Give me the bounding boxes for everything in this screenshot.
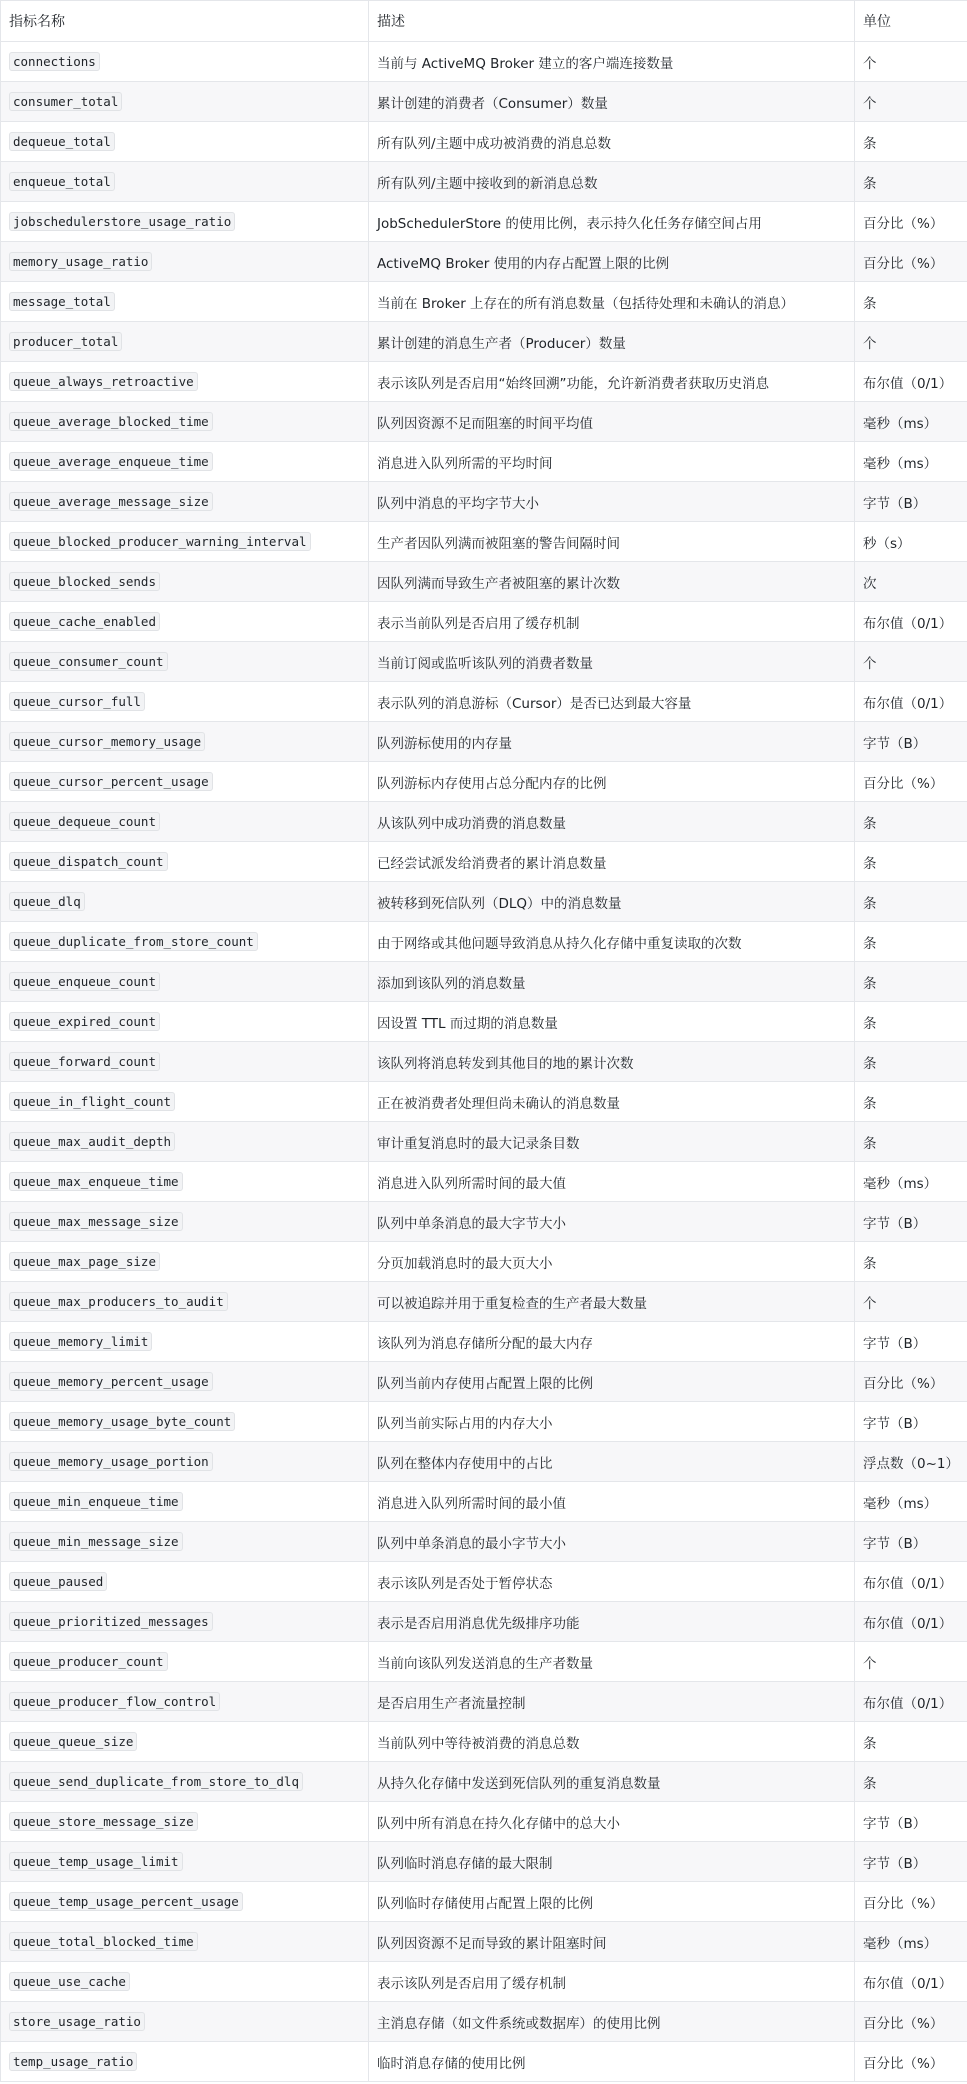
metric-name: message_total — [9, 292, 115, 311]
metric-unit: 字节（B） — [855, 1802, 967, 1842]
table-row — [1, 522, 967, 562]
table-row — [1, 1682, 967, 1722]
metric-name: queue_duplicate_from_store_count — [9, 932, 258, 951]
metric-name-cell — [1, 1922, 369, 1962]
table-row — [1, 1082, 967, 1122]
metric-name: queue_consumer_count — [9, 652, 168, 671]
metric-name: queue_average_enqueue_time — [9, 452, 213, 471]
table-row — [1, 1442, 967, 1482]
table-row — [1, 1122, 967, 1162]
metric-unit: 百分比（%） — [855, 202, 967, 242]
metric-name-cell — [1, 2042, 369, 2082]
metric-name: memory_usage_ratio — [9, 252, 152, 271]
metric-description: 队列中消息的平均字节大小 — [369, 482, 855, 522]
metric-unit: 布尔值（0/1） — [855, 682, 967, 722]
metric-description: 该队列为消息存储所分配的最大内存 — [369, 1322, 855, 1362]
metric-description: 累计创建的消息生产者（Producer）数量 — [369, 322, 855, 362]
table-row — [1, 1842, 967, 1882]
metric-description: 当前队列中等待被消费的消息总数 — [369, 1722, 855, 1762]
table-row — [1, 402, 967, 442]
metric-description: 当前订阅或监听该队列的消费者数量 — [369, 642, 855, 682]
metric-description: 表示该队列是否处于暂停状态 — [369, 1562, 855, 1602]
metric-description: 审计重复消息时的最大记录条目数 — [369, 1122, 855, 1162]
metric-name-cell — [1, 1242, 369, 1282]
metric-description: 是否启用生产者流量控制 — [369, 1682, 855, 1722]
metric-name-cell — [1, 922, 369, 962]
table-row — [1, 1642, 967, 1682]
metric-name: temp_usage_ratio — [9, 2052, 137, 2071]
table-row — [1, 1762, 967, 1802]
metric-description: 队列临时存储使用占配置上限的比例 — [369, 1882, 855, 1922]
table-row — [1, 762, 967, 802]
metric-unit: 字节（B） — [855, 1402, 967, 1442]
table-row — [1, 882, 967, 922]
table-row — [1, 602, 967, 642]
metric-name: consumer_total — [9, 92, 122, 111]
metric-description: 当前与 ActiveMQ Broker 建立的客户端连接数量 — [369, 42, 855, 82]
table-row — [1, 922, 967, 962]
table-row — [1, 482, 967, 522]
table-row — [1, 2042, 967, 2082]
table-row — [1, 1922, 967, 1962]
metric-name-cell — [1, 1962, 369, 2002]
metric-description: 生产者因队列满而被阻塞的警告间隔时间 — [369, 522, 855, 562]
metric-name-cell — [1, 1002, 369, 1042]
metric-name-cell — [1, 602, 369, 642]
metric-name: queue_temp_usage_percent_usage — [9, 1892, 243, 1911]
metric-description: 因队列满而导致生产者被阻塞的累计次数 — [369, 562, 855, 602]
table-row — [1, 1802, 967, 1842]
metric-name-cell — [1, 242, 369, 282]
metric-description: 队列游标使用的内存量 — [369, 722, 855, 762]
metric-unit: 条 — [855, 922, 967, 962]
metric-name-cell — [1, 202, 369, 242]
metric-name: queue_min_message_size — [9, 1532, 183, 1551]
metric-unit: 条 — [855, 1042, 967, 1082]
metric-description: 表示队列的消息游标（Cursor）是否已达到最大容量 — [369, 682, 855, 722]
metric-name-cell — [1, 722, 369, 762]
metric-description: JobSchedulerStore 的使用比例，表示持久化任务存储空间占用 — [369, 202, 855, 242]
table-row — [1, 442, 967, 482]
metric-name: queue_max_producers_to_audit — [9, 1292, 228, 1311]
metric-name-cell — [1, 1522, 369, 1562]
table-row — [1, 1562, 967, 1602]
metric-name-cell — [1, 1082, 369, 1122]
metric-name-cell — [1, 562, 369, 602]
metric-unit: 条 — [855, 1722, 967, 1762]
metric-description: 队列因资源不足而导致的累计阻塞时间 — [369, 1922, 855, 1962]
table-row — [1, 842, 967, 882]
metric-name-cell — [1, 522, 369, 562]
table-row — [1, 1362, 967, 1402]
metric-description: 该队列将消息转发到其他目的地的累计次数 — [369, 1042, 855, 1082]
table-row — [1, 202, 967, 242]
metric-unit: 个 — [855, 42, 967, 82]
metric-name: queue_always_retroactive — [9, 372, 198, 391]
table-row — [1, 1722, 967, 1762]
table-row — [1, 1002, 967, 1042]
metric-unit: 条 — [855, 1122, 967, 1162]
metric-unit: 字节（B） — [855, 1522, 967, 1562]
metric-unit: 字节（B） — [855, 1322, 967, 1362]
metric-description: 从持久化存储中发送到死信队列的重复消息数量 — [369, 1762, 855, 1802]
metric-description: 已经尝试派发给消费者的累计消息数量 — [369, 842, 855, 882]
metric-description: 表示当前队列是否启用了缓存机制 — [369, 602, 855, 642]
metric-description: 所有队列/主题中成功被消费的消息总数 — [369, 122, 855, 162]
metric-name-cell — [1, 1842, 369, 1882]
metric-unit: 毫秒（ms） — [855, 1162, 967, 1202]
table-row — [1, 802, 967, 842]
metric-name: queue_dispatch_count — [9, 852, 168, 871]
metric-name: queue_memory_limit — [9, 1332, 152, 1351]
metric-name: queue_dlq — [9, 892, 85, 911]
metric-name-cell — [1, 482, 369, 522]
metric-name: queue_temp_usage_limit — [9, 1852, 183, 1871]
metric-description: 因设置 TTL 而过期的消息数量 — [369, 1002, 855, 1042]
table-row — [1, 1042, 967, 1082]
metric-unit: 条 — [855, 802, 967, 842]
metric-unit: 条 — [855, 1002, 967, 1042]
metric-name-cell — [1, 1322, 369, 1362]
metric-name: queue_use_cache — [9, 1972, 130, 1991]
metric-name-cell — [1, 362, 369, 402]
metric-unit: 布尔值（0/1） — [855, 1562, 967, 1602]
metric-name: queue_blocked_producer_warning_interval — [9, 532, 311, 551]
metric-unit: 百分比（%） — [855, 762, 967, 802]
metric-unit: 毫秒（ms） — [855, 442, 967, 482]
metric-name-cell — [1, 1402, 369, 1442]
table-row — [1, 1242, 967, 1282]
metric-description: 表示该队列是否启用了缓存机制 — [369, 1962, 855, 2002]
metric-unit: 个 — [855, 1282, 967, 1322]
table-row — [1, 1522, 967, 1562]
metric-name-cell — [1, 642, 369, 682]
metric-description: 被转移到死信队列（DLQ）中的消息数量 — [369, 882, 855, 922]
table-row — [1, 682, 967, 722]
metric-name-cell — [1, 1882, 369, 1922]
metric-description: 队列中单条消息的最大字节大小 — [369, 1202, 855, 1242]
table-row — [1, 2002, 967, 2042]
table-row — [1, 1322, 967, 1362]
metric-unit: 字节（B） — [855, 482, 967, 522]
metric-unit: 个 — [855, 82, 967, 122]
metric-name: queue_forward_count — [9, 1052, 160, 1071]
metric-name-cell — [1, 1722, 369, 1762]
metric-name-cell — [1, 842, 369, 882]
metric-unit: 条 — [855, 962, 967, 1002]
table-row — [1, 362, 967, 402]
metric-name: jobschedulerstore_usage_ratio — [9, 212, 235, 231]
metric-description: 当前在 Broker 上存在的所有消息数量（包括待处理和未确认的消息） — [369, 282, 855, 322]
table-row — [1, 962, 967, 1002]
metric-unit: 个 — [855, 322, 967, 362]
metric-name-cell — [1, 1642, 369, 1682]
table-row — [1, 642, 967, 682]
table-row — [1, 1482, 967, 1522]
metric-unit: 字节（B） — [855, 1842, 967, 1882]
metric-name: queue_cursor_percent_usage — [9, 772, 213, 791]
metric-name: queue_store_message_size — [9, 1812, 198, 1831]
metric-description: 消息进入队列所需的平均时间 — [369, 442, 855, 482]
table-row — [1, 1962, 967, 2002]
metric-unit: 毫秒（ms） — [855, 1922, 967, 1962]
metric-name: producer_total — [9, 332, 122, 351]
metric-description: 队列游标内存使用占总分配内存的比例 — [369, 762, 855, 802]
metric-description: 队列中所有消息在持久化存储中的总大小 — [369, 1802, 855, 1842]
metric-description: 可以被追踪并用于重复检查的生产者最大数量 — [369, 1282, 855, 1322]
table-row — [1, 1602, 967, 1642]
table-row — [1, 242, 967, 282]
metric-name: queue_enqueue_count — [9, 972, 160, 991]
metric-name-cell — [1, 1282, 369, 1322]
table-row — [1, 1402, 967, 1442]
metric-name: queue_blocked_sends — [9, 572, 160, 591]
metric-unit: 毫秒（ms） — [855, 1482, 967, 1522]
metric-name: dequeue_total — [9, 132, 115, 151]
metric-unit: 浮点数（0~1） — [855, 1442, 967, 1482]
metric-name: queue_max_message_size — [9, 1212, 183, 1231]
table-row — [1, 82, 967, 122]
table-row — [1, 1162, 967, 1202]
metric-description: 所有队列/主题中接收到的新消息总数 — [369, 162, 855, 202]
table-row — [1, 562, 967, 602]
metric-name: queue_prioritized_messages — [9, 1612, 213, 1631]
metric-unit: 毫秒（ms） — [855, 402, 967, 442]
metric-description: 队列临时消息存储的最大限制 — [369, 1842, 855, 1882]
metric-name-cell — [1, 1482, 369, 1522]
metric-name: queue_average_blocked_time — [9, 412, 213, 431]
metric-unit: 布尔值（0/1） — [855, 1682, 967, 1722]
metric-name-cell — [1, 1202, 369, 1242]
metric-description: 消息进入队列所需时间的最大值 — [369, 1162, 855, 1202]
metric-name: queue_in_flight_count — [9, 1092, 175, 1111]
metric-description: 由于网络或其他问题导致消息从持久化存储中重复读取的次数 — [369, 922, 855, 962]
metric-unit: 百分比（%） — [855, 2042, 967, 2082]
metric-unit: 条 — [855, 1242, 967, 1282]
metric-unit: 次 — [855, 562, 967, 602]
metric-unit: 条 — [855, 122, 967, 162]
table-row — [1, 122, 967, 162]
metric-name-cell — [1, 1802, 369, 1842]
metric-name: queue_cursor_full — [9, 692, 145, 711]
header-row — [1, 1, 967, 42]
metric-unit: 百分比（%） — [855, 1882, 967, 1922]
metric-description: 临时消息存储的使用比例 — [369, 2042, 855, 2082]
metric-description: 添加到该队列的消息数量 — [369, 962, 855, 1002]
metric-name-cell — [1, 1442, 369, 1482]
metric-unit: 条 — [855, 1082, 967, 1122]
metric-description: 消息进入队列所需时间的最小值 — [369, 1482, 855, 1522]
metric-name: queue_cache_enabled — [9, 612, 160, 631]
metric-name: enqueue_total — [9, 172, 115, 191]
metric-description: 主消息存储（如文件系统或数据库）的使用比例 — [369, 2002, 855, 2042]
metric-description: 分页加载消息时的最大页大小 — [369, 1242, 855, 1282]
metric-name: queue_memory_percent_usage — [9, 1372, 213, 1391]
metric-name-cell — [1, 2002, 369, 2042]
table-row — [1, 322, 967, 362]
metric-name-cell — [1, 1562, 369, 1602]
header-description: 描述 — [369, 1, 855, 42]
metric-name: queue_producer_count — [9, 1652, 168, 1671]
metric-unit: 条 — [855, 842, 967, 882]
metric-description: 队列在整体内存使用中的占比 — [369, 1442, 855, 1482]
table-header — [1, 1, 967, 42]
metric-name: queue_max_enqueue_time — [9, 1172, 183, 1191]
table-row — [1, 1882, 967, 1922]
metric-description: 正在被消费者处理但尚未确认的消息数量 — [369, 1082, 855, 1122]
metric-unit: 个 — [855, 642, 967, 682]
metric-unit: 布尔值（0/1） — [855, 1602, 967, 1642]
metric-description: 队列当前内存使用占配置上限的比例 — [369, 1362, 855, 1402]
table-row — [1, 282, 967, 322]
metric-name-cell — [1, 322, 369, 362]
metric-name: store_usage_ratio — [9, 2012, 145, 2031]
table-body — [1, 42, 967, 2082]
metric-unit: 条 — [855, 882, 967, 922]
metric-name-cell — [1, 282, 369, 322]
metric-name-cell — [1, 762, 369, 802]
metric-name-cell — [1, 1362, 369, 1402]
metric-unit: 条 — [855, 162, 967, 202]
metric-name: queue_memory_usage_byte_count — [9, 1412, 235, 1431]
metric-name-cell — [1, 82, 369, 122]
metric-unit: 布尔值（0/1） — [855, 362, 967, 402]
table-row — [1, 162, 967, 202]
header-metric-name: 指标名称 — [1, 1, 369, 42]
metric-name-cell — [1, 442, 369, 482]
metric-unit: 个 — [855, 1642, 967, 1682]
metric-unit: 条 — [855, 282, 967, 322]
table-row — [1, 1282, 967, 1322]
metric-name: queue_max_page_size — [9, 1252, 160, 1271]
metric-name: queue_paused — [9, 1572, 107, 1591]
metric-name-cell — [1, 122, 369, 162]
metric-description: ActiveMQ Broker 使用的内存占配置上限的比例 — [369, 242, 855, 282]
metric-unit: 布尔值（0/1） — [855, 1962, 967, 2002]
table-row — [1, 1202, 967, 1242]
metric-name: queue_send_duplicate_from_store_to_dlq — [9, 1772, 303, 1791]
metric-unit: 字节（B） — [855, 722, 967, 762]
table-row — [1, 42, 967, 82]
table-row — [1, 722, 967, 762]
metric-name-cell — [1, 1602, 369, 1642]
metric-name: queue_dequeue_count — [9, 812, 160, 831]
metric-name-cell — [1, 402, 369, 442]
metric-unit: 百分比（%） — [855, 242, 967, 282]
metric-name: queue_memory_usage_portion — [9, 1452, 213, 1471]
metric-name: queue_producer_flow_control — [9, 1692, 220, 1711]
metric-name-cell — [1, 682, 369, 722]
metric-unit: 百分比（%） — [855, 1362, 967, 1402]
header-unit: 单位 — [855, 1, 967, 42]
metric-name: queue_min_enqueue_time — [9, 1492, 183, 1511]
metric-name-cell — [1, 1762, 369, 1802]
metric-description: 表示是否启用消息优先级排序功能 — [369, 1602, 855, 1642]
metric-description: 队列当前实际占用的内存大小 — [369, 1402, 855, 1442]
metric-name: queue_cursor_memory_usage — [9, 732, 205, 751]
metric-unit: 百分比（%） — [855, 2002, 967, 2042]
metric-description: 队列中单条消息的最小字节大小 — [369, 1522, 855, 1562]
metric-description: 队列因资源不足而阻塞的时间平均值 — [369, 402, 855, 442]
metric-name: queue_total_blocked_time — [9, 1932, 198, 1951]
metric-description: 表示该队列是否启用“始终回溯”功能，允许新消费者获取历史消息 — [369, 362, 855, 402]
metric-description: 累计创建的消费者（Consumer）数量 — [369, 82, 855, 122]
metric-name: connections — [9, 52, 100, 71]
metric-name-cell — [1, 1042, 369, 1082]
metric-unit: 条 — [855, 1762, 967, 1802]
metric-name-cell — [1, 42, 369, 82]
metric-name-cell — [1, 1162, 369, 1202]
metric-description: 当前向该队列发送消息的生产者数量 — [369, 1642, 855, 1682]
metric-name-cell — [1, 962, 369, 1002]
metric-unit: 字节（B） — [855, 1202, 967, 1242]
metric-name-cell — [1, 1122, 369, 1162]
metric-name: queue_queue_size — [9, 1732, 137, 1751]
metric-name-cell — [1, 802, 369, 842]
metric-name: queue_expired_count — [9, 1012, 160, 1031]
metric-name-cell — [1, 882, 369, 922]
metric-name: queue_max_audit_depth — [9, 1132, 175, 1151]
metric-name-cell — [1, 1682, 369, 1722]
metric-name-cell — [1, 162, 369, 202]
metric-unit: 秒（s） — [855, 522, 967, 562]
metric-unit: 布尔值（0/1） — [855, 602, 967, 642]
metric-description: 从该队列中成功消费的消息数量 — [369, 802, 855, 842]
metric-name: queue_average_message_size — [9, 492, 213, 511]
